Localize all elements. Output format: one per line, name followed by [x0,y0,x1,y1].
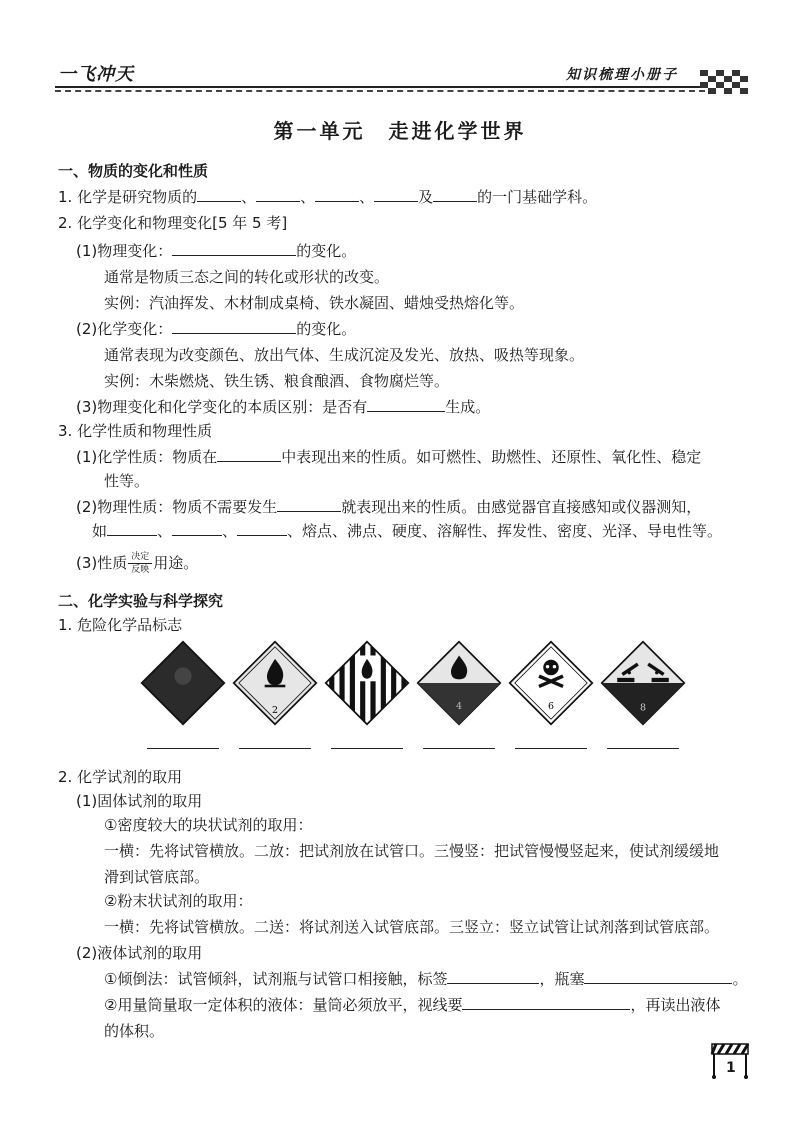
text-line: 一横：先将试管横放。二放：把试剂放在试管口。三慢竖：把试管慢慢竖起来，使试剂缓缓地 [104,842,720,860]
chemical-change-line [76,318,356,339]
fill-blank [256,187,300,202]
text: (3)性质 [76,554,128,572]
explosive-sign [140,640,226,726]
section-heading-2: 二、化学实验与科学探究 [58,592,224,610]
text-line: 的体积。 [104,1022,165,1040]
fill-blank [277,497,341,512]
double-arrow-relation [128,552,152,575]
flammable-solid-sign [324,640,410,726]
page-number-badge [708,1040,752,1080]
text: 、 [300,188,316,206]
text: 如 [92,522,108,540]
flammable-gas-sign [232,640,318,726]
text: 中表现出来的性质。如可燃性、助燃性、还原性、氧化性、稳定 [281,448,702,466]
header-dashed-rule [55,90,705,92]
text: 及 [418,188,434,206]
fill-blank [367,397,445,412]
sign-number: 6 [547,700,555,712]
item-2-1-heading: 1. 危险化学品标志 [58,616,183,634]
fill-blank [107,521,157,536]
text: 的一门基础学科。 [477,188,598,206]
item-1-1 [58,186,597,207]
text: ①倾倒法：试管倾斜，试剂瓶与试管口相接触，标签 [104,970,448,988]
text-line: 通常表现为改变颜色、放出气体、生成沉淀及发光、放热、吸热等现象。 [104,346,585,364]
pouring-method-line [104,968,747,989]
item-1-3-heading: 3. 化学性质和物理性质 [58,422,213,440]
text: ②用量筒量取一定体积的液体：量筒必须放平，视线要 [104,996,463,1014]
text-line: 滑到试管底部。 [104,868,210,886]
text: 、 [359,188,375,206]
arrow-label-top: 决定 [131,552,150,562]
sign-number: 4 [455,700,463,712]
section-heading-1: 一、物质的变化和性质 [58,162,209,180]
property-use-line [76,552,198,575]
text: 。 [732,970,748,988]
unit-title: 第一单元 走进化学世界 [273,119,527,143]
text-line: 实例：汽油挥发、木材制成桌椅、铁水凝固、蜡烛受热熔化等。 [104,294,525,312]
text-line: 一横：先将试管横放。二送：将试剂送入试管底部。三竖立：竖立试管让试剂落到试管底部。 [104,918,720,936]
text: 1. 化学是研究物质的 [58,188,198,206]
physical-change-line [76,240,356,261]
brand-logo-text: 一飞冲天 [58,64,134,85]
text: ，再读出液体 [630,996,721,1014]
text: 、 [241,188,257,206]
fill-blank [172,319,296,334]
arrow-icon [128,563,152,564]
text-line: ①密度较大的块状试剂的取用： [104,816,313,834]
answer-blank [423,748,495,749]
text: 就表现出来的性质。由感觉器官直接感知或仪器测知， [341,498,702,516]
text: 、熔点、沸点、硬度、溶解性、挥发性、密度、光泽、导电性等。 [287,522,723,540]
item-2-2-heading: 2. 化学试剂的取用 [58,768,183,786]
essential-difference-line [76,396,490,417]
fill-blank [172,241,296,256]
corrosive-sign [600,640,686,726]
answer-blank [147,748,219,749]
sign-number: 2 [271,705,279,717]
item-1-2-heading [58,212,287,233]
exam-frequency-tag: [5 年 5 考] [212,214,288,232]
fill-blank [447,969,539,984]
physical-property-examples [92,520,722,541]
text-line: ②粉末状试剂的取用： [104,892,253,910]
text-line: 实例：木柴燃烧、铁生锈、粮食酿酒、食物腐烂等。 [104,372,450,390]
answer-blank [331,748,403,749]
text: (1)化学性质：物质在 [76,448,218,466]
text: (3)物理变化和化学变化的本质区别：是否有 [76,398,368,416]
text: 用途。 [153,554,199,572]
fill-blank [217,447,281,462]
fill-blank [172,521,222,536]
text: 、 [157,522,173,540]
toxic-sign [508,640,594,726]
text: 的变化。 [296,242,357,260]
hazard-signs-row [140,640,700,760]
fill-blank [462,995,630,1010]
subheading-solid: (1)固体试剂的取用 [76,792,203,810]
answer-blank [239,748,311,749]
fill-blank [584,969,732,984]
subheading-liquid: (2)液体试剂的取用 [76,944,203,962]
answer-blank [515,748,587,749]
page-number: 1 [726,1060,736,1076]
fill-blank [315,187,359,202]
text: ，瓶塞 [539,970,585,988]
text-line: 通常是物质三态之间的转化或形状的改变。 [104,268,390,286]
fill-blank [237,521,287,536]
text: 2. 化学变化和物理变化 [58,214,213,232]
dangerous-when-wet-sign [416,640,502,726]
header-rule [55,86,705,88]
graduated-cylinder-line [104,994,720,1015]
text: 生成。 [445,398,491,416]
answer-blank [607,748,679,749]
chemical-property-line [76,446,701,467]
checkered-flag-icon [700,70,748,94]
fill-blank [433,187,477,202]
sign-number: 8 [639,702,647,714]
text: (2)化学变化： [76,320,173,338]
text: (1)物理变化： [76,242,173,260]
text: 、 [222,522,238,540]
text: 的变化。 [296,320,357,338]
booklet-title: 知识梳理小册子 [566,67,678,83]
text: (2)物理性质：物质不需要发生 [76,498,278,516]
fill-blank [197,187,241,202]
physical-property-line [76,496,701,517]
arrow-label-bottom: 反映 [131,565,150,575]
text-line: 性等。 [104,472,150,490]
fill-blank [374,187,418,202]
